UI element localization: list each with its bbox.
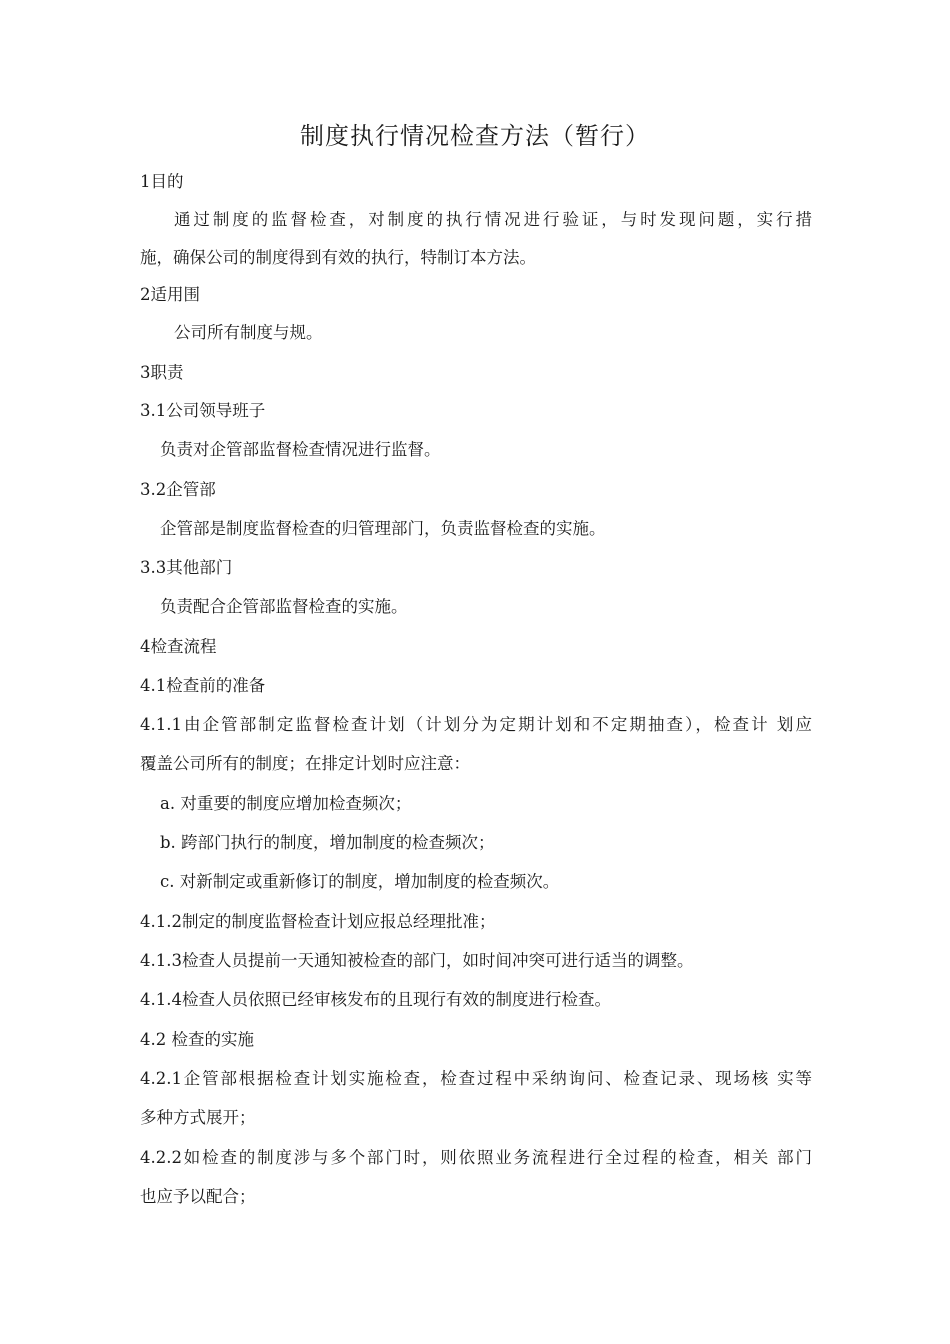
paragraph-line: 负责配合企管部监督检查的实施。 (160, 597, 408, 616)
paragraph-line: 4.2.2如检查的制度涉与多个部门时，则依照业务流程进行全过程的检查，相关 部门 (140, 1148, 812, 1167)
subsection-heading: 4.2 检查的实施 (140, 1030, 254, 1049)
paragraph-line: 公司所有制度与规。 (174, 323, 323, 342)
paragraph-line: 4.2.1企管部根据检查计划实施检查，检查过程中采纳询问、检查记录、现场核 实等 (140, 1069, 812, 1088)
paragraph-line: 4.1.2制定的制度监督检查计划应报总经理批准； (140, 912, 496, 931)
subsection-heading: 3.2企管部 (140, 480, 216, 499)
document-title: 制度执行情况检查方法（暂行） (300, 122, 650, 150)
subsection-heading: 3.3其他部门 (140, 558, 233, 577)
paragraph-line: 通过制度的监督检查，对制度的执行情况进行验证，与时发现问题，实行措 (174, 210, 812, 229)
section-heading: 2适用围 (140, 285, 200, 304)
subsection-heading: 3.1公司领导班子 (140, 401, 266, 420)
paragraph-line: 4.1.1由企管部制定监督检查计划（计划分为定期计划和不定期抽查），检查计 划应 (140, 715, 812, 734)
list-item: b. 跨部门执行的制度，增加制度的检查频次； (160, 833, 495, 852)
paragraph-line: 4.1.3检查人员提前一天通知被检查的部门，如时间冲突可进行适当的调整。 (140, 951, 694, 970)
list-item: a. 对重要的制度应增加检查频次； (160, 794, 412, 813)
paragraph-line: 4.1.4检查人员依照已经审核发布的且现行有效的制度进行检查。 (140, 990, 611, 1009)
paragraph-line: 覆盖公司所有的制度；在排定计划时应注意： (140, 754, 470, 773)
section-heading: 3职责 (140, 363, 184, 382)
paragraph-line: 负责对企管部监督检查情况进行监督。 (160, 440, 441, 459)
subsection-heading: 4.1检查前的准备 (140, 676, 266, 695)
paragraph-line: 企管部是制度监督检查的归管理部门，负责监督检查的实施。 (160, 519, 606, 538)
section-heading: 4检查流程 (140, 637, 217, 656)
paragraph-line: 施，确保公司的制度得到有效的执行，特制订本方法。 (140, 248, 536, 267)
section-heading: 1目的 (140, 172, 184, 191)
paragraph-line: 也应予以配合； (140, 1187, 256, 1206)
paragraph-line: 多种方式展开； (140, 1108, 256, 1127)
list-item: c. 对新制定或重新修订的制度，增加制度的检查频次。 (160, 872, 560, 891)
